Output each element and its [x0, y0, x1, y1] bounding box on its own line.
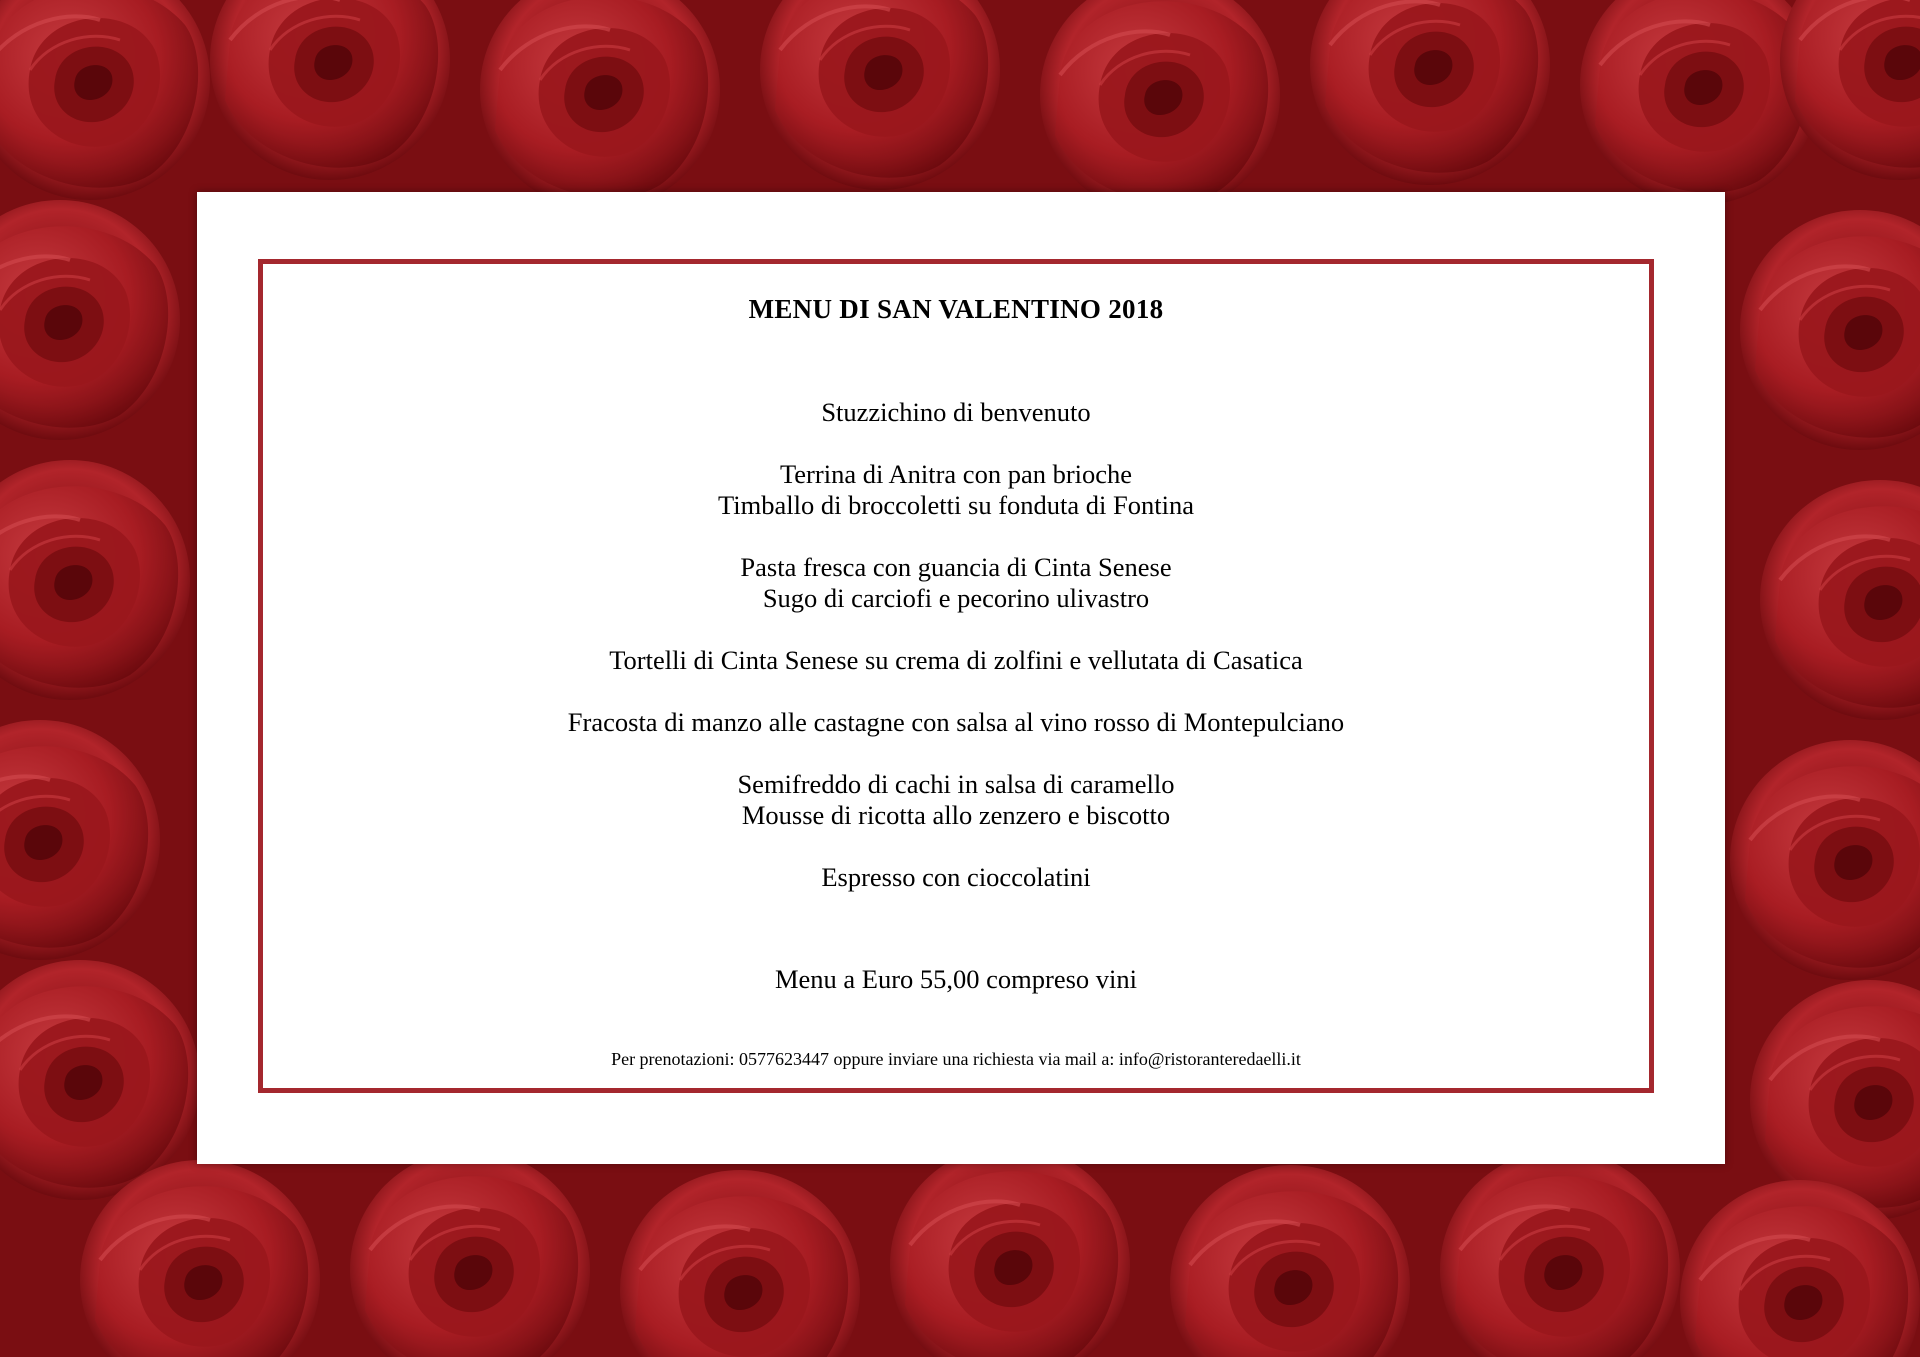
booking-info: Per prenotazioni: 0577623447 oppure inviare una richiesta via mail a: info@ristoranteredaelli.it: [611, 1049, 1301, 1069]
course-main: [263, 707, 1649, 738]
menu-price: Menu a Euro 55,00 compreso vini: [774, 964, 1138, 994]
course-coffee: [263, 862, 1649, 893]
course-desserts: [263, 769, 1649, 831]
course-line: Mousse di ricotta allo zenzero e biscotto: [741, 800, 1171, 830]
course-starters: [263, 459, 1649, 521]
course-welcome: [263, 397, 1649, 428]
course-line: Sugo di carciofi e pecorino ulivastro: [762, 583, 1150, 613]
course-line: Terrina di Anitra con pan brioche: [779, 459, 1133, 489]
menu-card: [197, 192, 1725, 1164]
course-line: Semifreddo di cachi in salsa di caramello: [737, 769, 1175, 799]
course-line: Timballo di broccoletti su fonduta di Fontina: [718, 490, 1194, 520]
course-line: Tortelli di Cinta Senese su crema di zolfini e vellutata di Casatica: [609, 645, 1303, 675]
course-tortelli: [263, 645, 1649, 676]
course-line: Pasta fresca con guancia di Cinta Senese: [740, 552, 1172, 582]
course-line: Stuzzichino di benvenuto: [821, 397, 1091, 427]
course-line: Fracosta di manzo alle castagne con salsa al vino rosso di Montepulciano: [567, 707, 1345, 737]
course-line: Espresso con cioccolatini: [821, 862, 1091, 892]
course-pasta: [263, 552, 1649, 614]
menu-title: MENU DI SAN VALENTINO 2018: [748, 294, 1164, 324]
menu-frame: [258, 259, 1654, 1093]
course-list: [263, 397, 1649, 924]
